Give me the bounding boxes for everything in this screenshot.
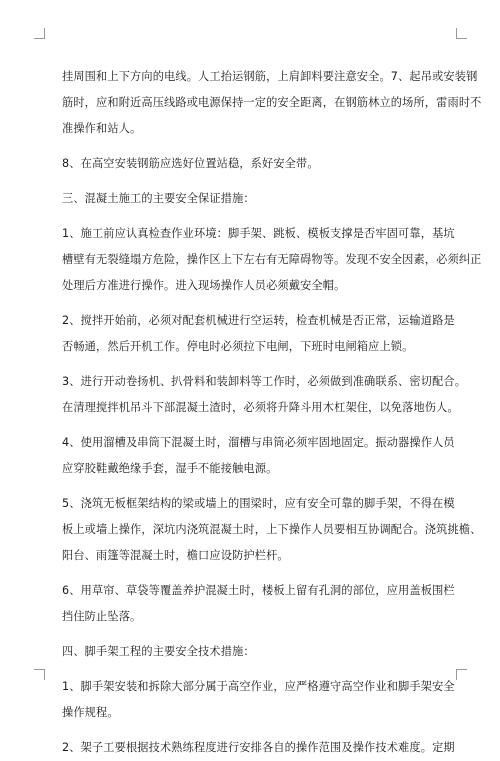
text-line: 否畅通，然后开机工作。停电时必须拉下电闸，下班时电闸箱应上锁。 xyxy=(62,340,414,353)
paragraph-gap xyxy=(62,142,434,151)
text-line: 挡住防止坠落。 xyxy=(62,610,142,623)
text-line: 2、架子工要根据技术熟练程度进行安排各自的操作范围及操作技术难度。定期 xyxy=(62,741,455,754)
paragraph-gap xyxy=(62,299,434,308)
text-line: 挂周围和上下方向的电线。人工抬运钢筋，上肩卸料要注意安全。7、起吊或安装钢 xyxy=(62,70,478,83)
paragraph-gap xyxy=(62,212,434,221)
text-line: 3、进行开动卷扬机、扒骨料和装卸料等工作时，必须做到准确联系、密切配合。 xyxy=(62,375,467,388)
crop-mark-top-right xyxy=(456,28,467,39)
paragraph-gap xyxy=(62,360,434,369)
document-body xyxy=(62,64,482,761)
crop-mark-bottom-left xyxy=(34,669,45,680)
paragraph-gap xyxy=(62,482,434,491)
paragraph-gap xyxy=(62,630,434,639)
text-line: 板上或墙上操作，深坑内浇筑混凝土时，上下操作人员要相互协调配合。浇筑挑檐、 xyxy=(62,523,482,536)
text-line: 2、搅拌开始前，必须对配套机械进行空运转，检查机械是否正常，运输道路是 xyxy=(62,314,455,327)
text-line: 1、施工前应认真检查作业环境：脚手架、跳板、模板支撑是否牢固可靠，基坑 xyxy=(62,227,455,240)
text-line: 在清理搅拌机吊斗下部混凝土渣时，必须将升降斗用木杠架住，以免落地伤人。 xyxy=(62,401,459,414)
paragraph-gap xyxy=(62,665,434,674)
paragraph-gap xyxy=(62,569,434,578)
text-line: 6、用草帘、草袋等覆盖养护混凝土时，楼板上留有孔洞的部位，应用盖板围栏 xyxy=(62,584,455,597)
crop-mark-top-left xyxy=(34,28,45,39)
text-line: 处理后方准进行操作。进入现场操作人员必须戴安全帽。 xyxy=(62,279,346,292)
text-line: 5、浇筑无板框架结构的梁或墙上的围梁时，应有安全可靠的脚手架，不得在模 xyxy=(62,497,455,510)
paragraph-gap xyxy=(62,421,434,430)
paragraph-gap xyxy=(62,177,434,186)
text-line: 槽壁有无裂缝塌方危险，操作区上下左右有无障碍物等。发现不安全因素，必须纠正 xyxy=(62,253,482,266)
text-line: 4、使用溜槽及串筒下混凝土时，溜槽与串筒必须牢固地固定。振动器操作人员 xyxy=(62,436,455,449)
text-line: 1、脚手架安装和拆除大部分属于高空作业，应严格遵守高空作业和脚手架安全 xyxy=(62,680,455,693)
paragraph-gap xyxy=(62,726,434,735)
text-line: 操作规程。 xyxy=(62,706,119,719)
text-line: 8、在高空安装钢筋应选好位置站稳，系好安全带。 xyxy=(62,157,319,170)
section-heading: 三、混凝土施工的主要安全保证措施： xyxy=(62,192,255,205)
crop-mark-bottom-right xyxy=(456,669,467,680)
text-line: 准操作和站人。 xyxy=(62,122,142,135)
section-heading: 四、脚手架工程的主要安全技术措施： xyxy=(62,645,255,658)
text-line: 阳台、雨篷等混凝土时，檐口应设防护栏杆。 xyxy=(62,549,289,562)
text-line: 应穿胶鞋戴绝缘手套，湿手不能接触电源。 xyxy=(62,462,278,475)
text-line: 筋时，应和附近高压线路或电源保持一定的安全距离，在钢筋林立的场所，雷雨时不 xyxy=(62,96,482,109)
